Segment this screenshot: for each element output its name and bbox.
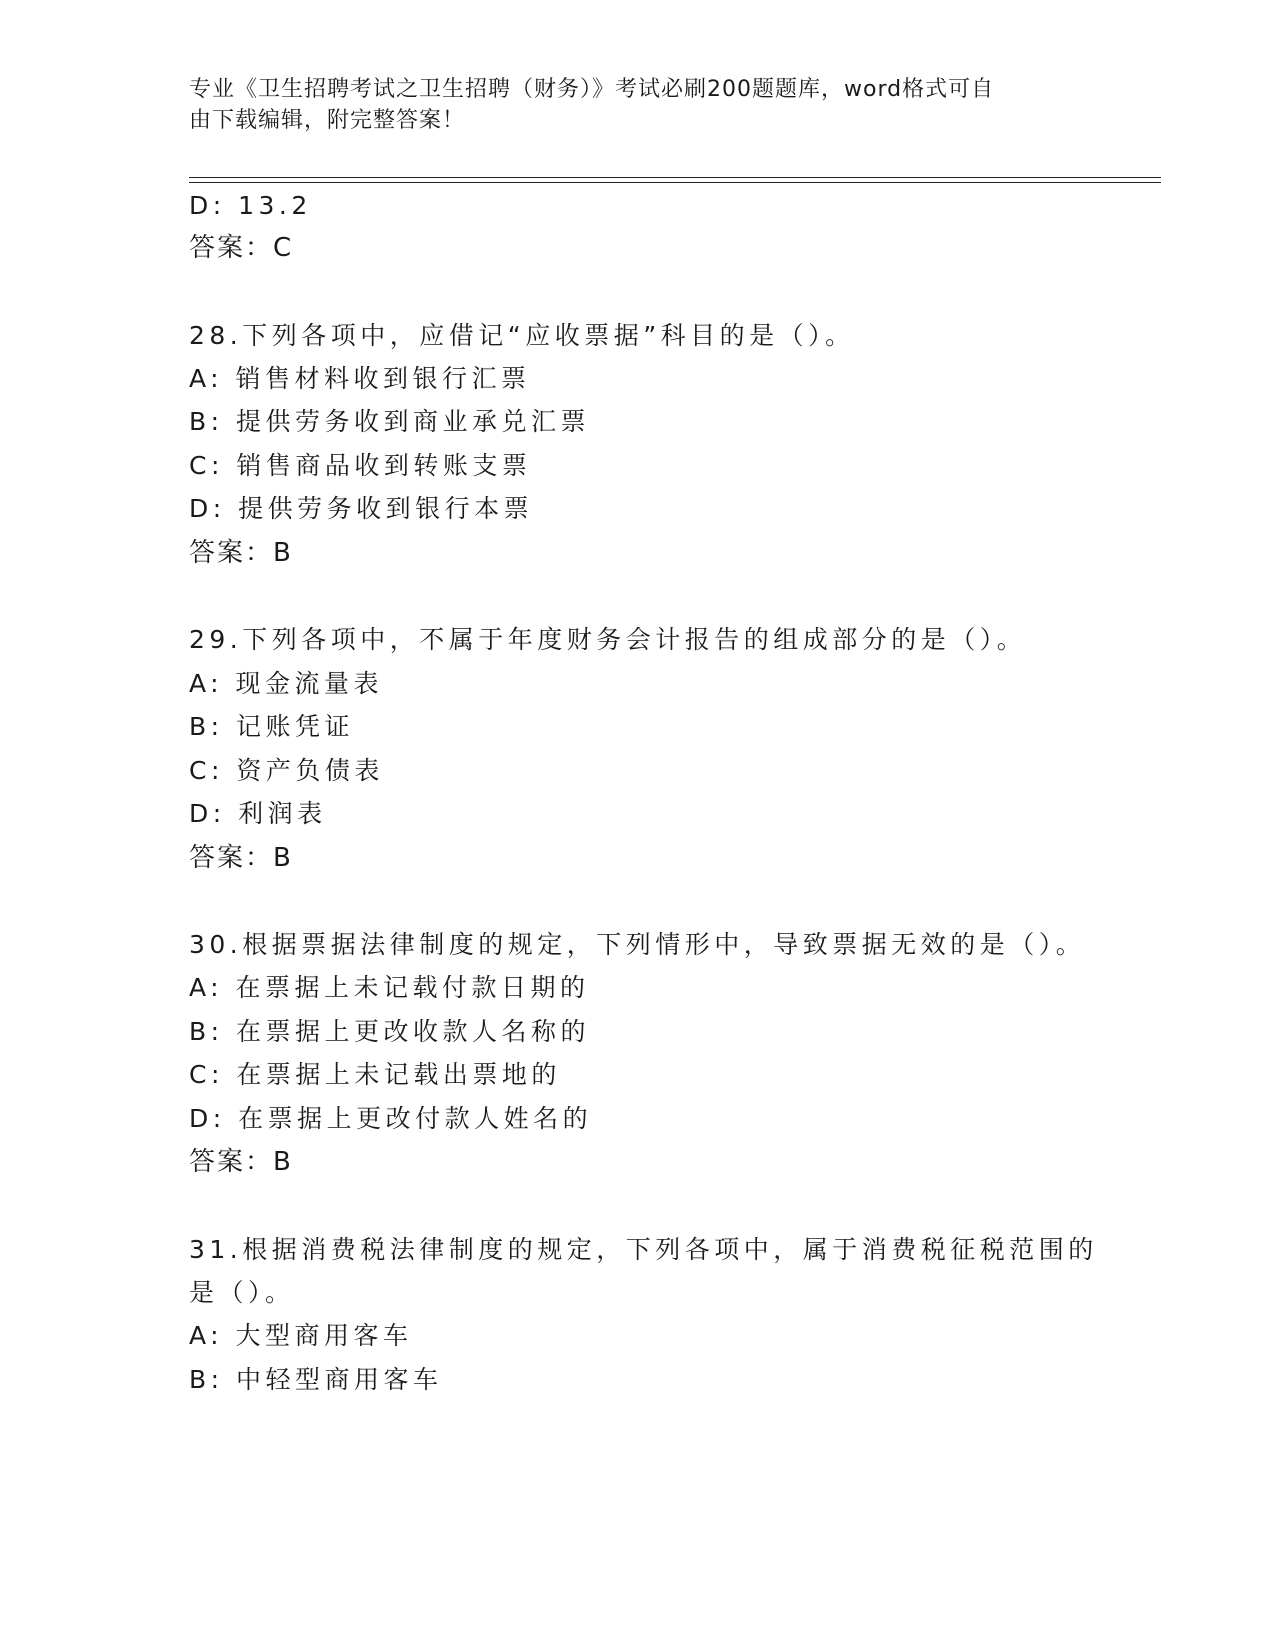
option-line: A: 现金流量表 — [189, 669, 384, 698]
option-line: B: 提供劳务收到商业承兑汇票 — [189, 407, 591, 436]
option-line: D: 提供劳务收到银行本票 — [189, 494, 534, 523]
header-rule-bottom — [189, 182, 1161, 183]
option-line: B: 在票据上更改收款人名称的 — [189, 1017, 591, 1046]
option-line: B: 中轻型商用客车 — [189, 1365, 443, 1394]
question-line: 28.下列各项中，应借记“应收票据”科目的是（）。 — [189, 321, 855, 350]
question-line: 29.下列各项中，不属于年度财务会计报告的组成部分的是（）。 — [189, 625, 1027, 654]
option-line: D: 13.2 — [189, 191, 312, 220]
document-header — [189, 74, 1089, 136]
answer-line: 答案：B — [189, 538, 293, 568]
option-line: A: 在票据上未记载付款日期的 — [189, 973, 590, 1002]
question-line: 30.根据票据法律制度的规定，下列情形中，导致票据无效的是（）。 — [189, 930, 1086, 959]
option-line: D: 利润表 — [189, 799, 327, 828]
option-line: C: 在票据上未记载出票地的 — [189, 1060, 561, 1089]
option-line: A: 销售材料收到银行汇票 — [189, 364, 531, 393]
header-line-2: 由下载编辑，附完整答案！ — [189, 108, 466, 133]
header-line-1: 专业《卫生招聘考试之卫生招聘（财务）》考试必刷200题题库，word格式可自 — [189, 77, 995, 102]
answer-line: 答案：B — [189, 1147, 293, 1177]
header-rule-top — [189, 177, 1161, 178]
option-line: C: 资产负债表 — [189, 756, 384, 785]
option-line: B: 记账凭证 — [189, 712, 355, 741]
question-line-continued: 是（）。 — [189, 1278, 295, 1307]
option-line: A: 大型商用客车 — [189, 1321, 413, 1350]
answer-line: 答案：B — [189, 843, 293, 873]
option-line: D: 在票据上更改付款人姓名的 — [189, 1104, 593, 1133]
question-line: 31.根据消费税法律制度的规定，下列各项中，属于消费税征税范围的 — [189, 1235, 1098, 1264]
option-line: C: 销售商品收到转账支票 — [189, 451, 532, 480]
answer-line: 答案：C — [189, 233, 294, 263]
